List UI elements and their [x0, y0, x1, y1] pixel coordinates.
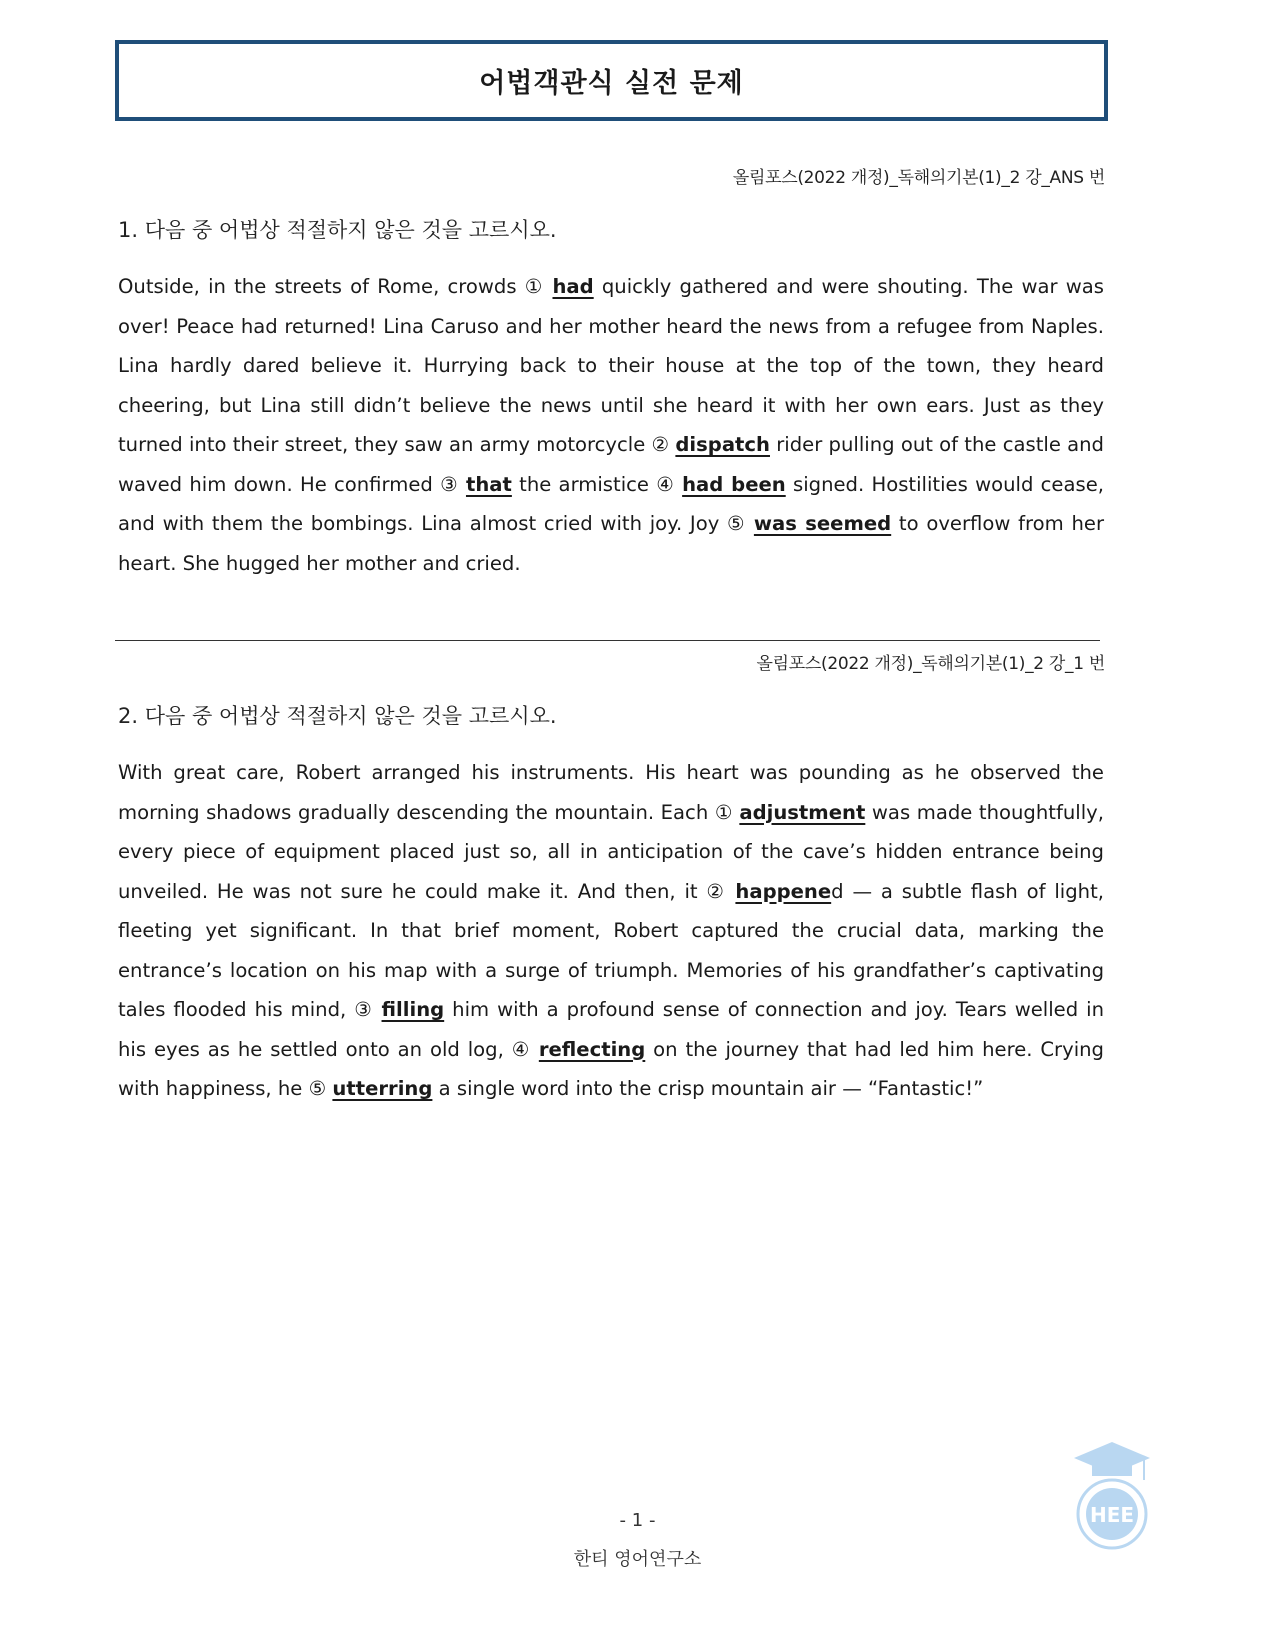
choice-1-word: adjustment — [739, 800, 866, 824]
passage-text: With great care, Robert arranged his instruments. His heart was pounding as he observed the morning shadows gradually descending the mountain. Each — [118, 761, 1104, 824]
q1-source: 올림포스(2022 개정)_독해의기본(1)_2 강_ANS 번 — [732, 168, 1105, 188]
q2-prompt: 2. 다음 중 어법상 적절하지 않은 것을 고르시오. — [118, 704, 557, 728]
q1-passage — [118, 267, 1104, 583]
divider — [115, 640, 1100, 641]
choice-number-4: ④ — [511, 1037, 531, 1061]
passage-text: the armistice — [511, 472, 657, 496]
choice-2-word: happene — [735, 879, 832, 903]
choice-number-5: ⑤ — [308, 1077, 327, 1100]
hee-logo-icon — [1072, 1440, 1152, 1550]
passage-text: a single word into the crisp mountain air — “Fantastic!” — [432, 1077, 984, 1100]
q2-passage — [118, 753, 1104, 1109]
passage-text: on the journey that had led him here. Crying with happiness, he — [118, 1037, 1104, 1100]
choice-number-3: ③ — [440, 472, 459, 496]
passage-text: to overflow from her heart. She hugged her mother and cried. — [118, 512, 1105, 575]
choice-2-word: dispatch — [675, 433, 770, 456]
choice-5-word: was seemed — [753, 512, 892, 535]
page-title: 어법객관식 실전 문제 — [479, 68, 744, 99]
passage-text: d — a subtle flash of light, fleeting yet significant. In that brief moment, Robert captured the crucial data, marking the entrance’s location on his map with a surge of triumph. Memories of his grandfather’s captivating tales flooded his mind, — [118, 879, 1104, 1021]
choice-number-1: ① — [524, 275, 545, 298]
choice-number-4: ④ — [656, 472, 675, 496]
choice-number-3: ③ — [354, 998, 374, 1021]
footer-institute: 한티 영어연구소 — [573, 1549, 702, 1570]
q1-prompt: 1. 다음 중 어법상 적절하지 않은 것을 고르시오. — [118, 218, 557, 242]
choice-4-word: reflecting — [538, 1037, 646, 1061]
choice-3-word: filling — [381, 998, 445, 1021]
title-box — [115, 40, 1108, 121]
logo-text: HEE — [1089, 1503, 1135, 1527]
choice-5-word: utterring — [332, 1077, 433, 1100]
passage-text: him with a profound sense of connection and joy. Tears welled in his eyes as he settled onto an old log, — [118, 998, 1104, 1061]
choice-3-word: that — [465, 472, 512, 496]
choice-number-5: ⑤ — [727, 512, 747, 535]
passage-text: was made thoughtfully, every piece of equipment placed just so, all in anticipation of the cave’s hidden entrance being unveiled. He was not sure he could make it. And then, it — [118, 800, 1104, 903]
page-number: - 1 - — [619, 1510, 656, 1531]
passage-text: rider pulling out of the castle and waved him down. He confirmed — [118, 433, 1104, 496]
choice-number-2: ② — [651, 433, 670, 456]
passage-text: signed. Hostilities would cease, and with them the bombings. Lina almost cried with joy. Joy — [118, 472, 1104, 535]
passage-text: Outside, in the streets of Rome, crowds — [118, 275, 525, 298]
choice-number-2: ② — [706, 879, 727, 903]
passage-text: quickly gathered and were shouting. The war was over! Peace had returned! Lina Caruso and her mother heard the news from a refugee from Naples. Lina hardly dared believe it. Hurrying back to their house at the top of the town, they heard cheering, but Lina still didn’t believe the news until she heard it with her own ears. Just as they turned into their street, they saw an army motorcycle — [118, 275, 1104, 456]
choice-number-1: ① — [714, 800, 733, 824]
choice-1-word: had — [552, 275, 594, 298]
choice-4-word: had been — [682, 472, 786, 496]
q2-source: 올림포스(2022 개정)_독해의기본(1)_2 강_1 번 — [756, 654, 1105, 674]
